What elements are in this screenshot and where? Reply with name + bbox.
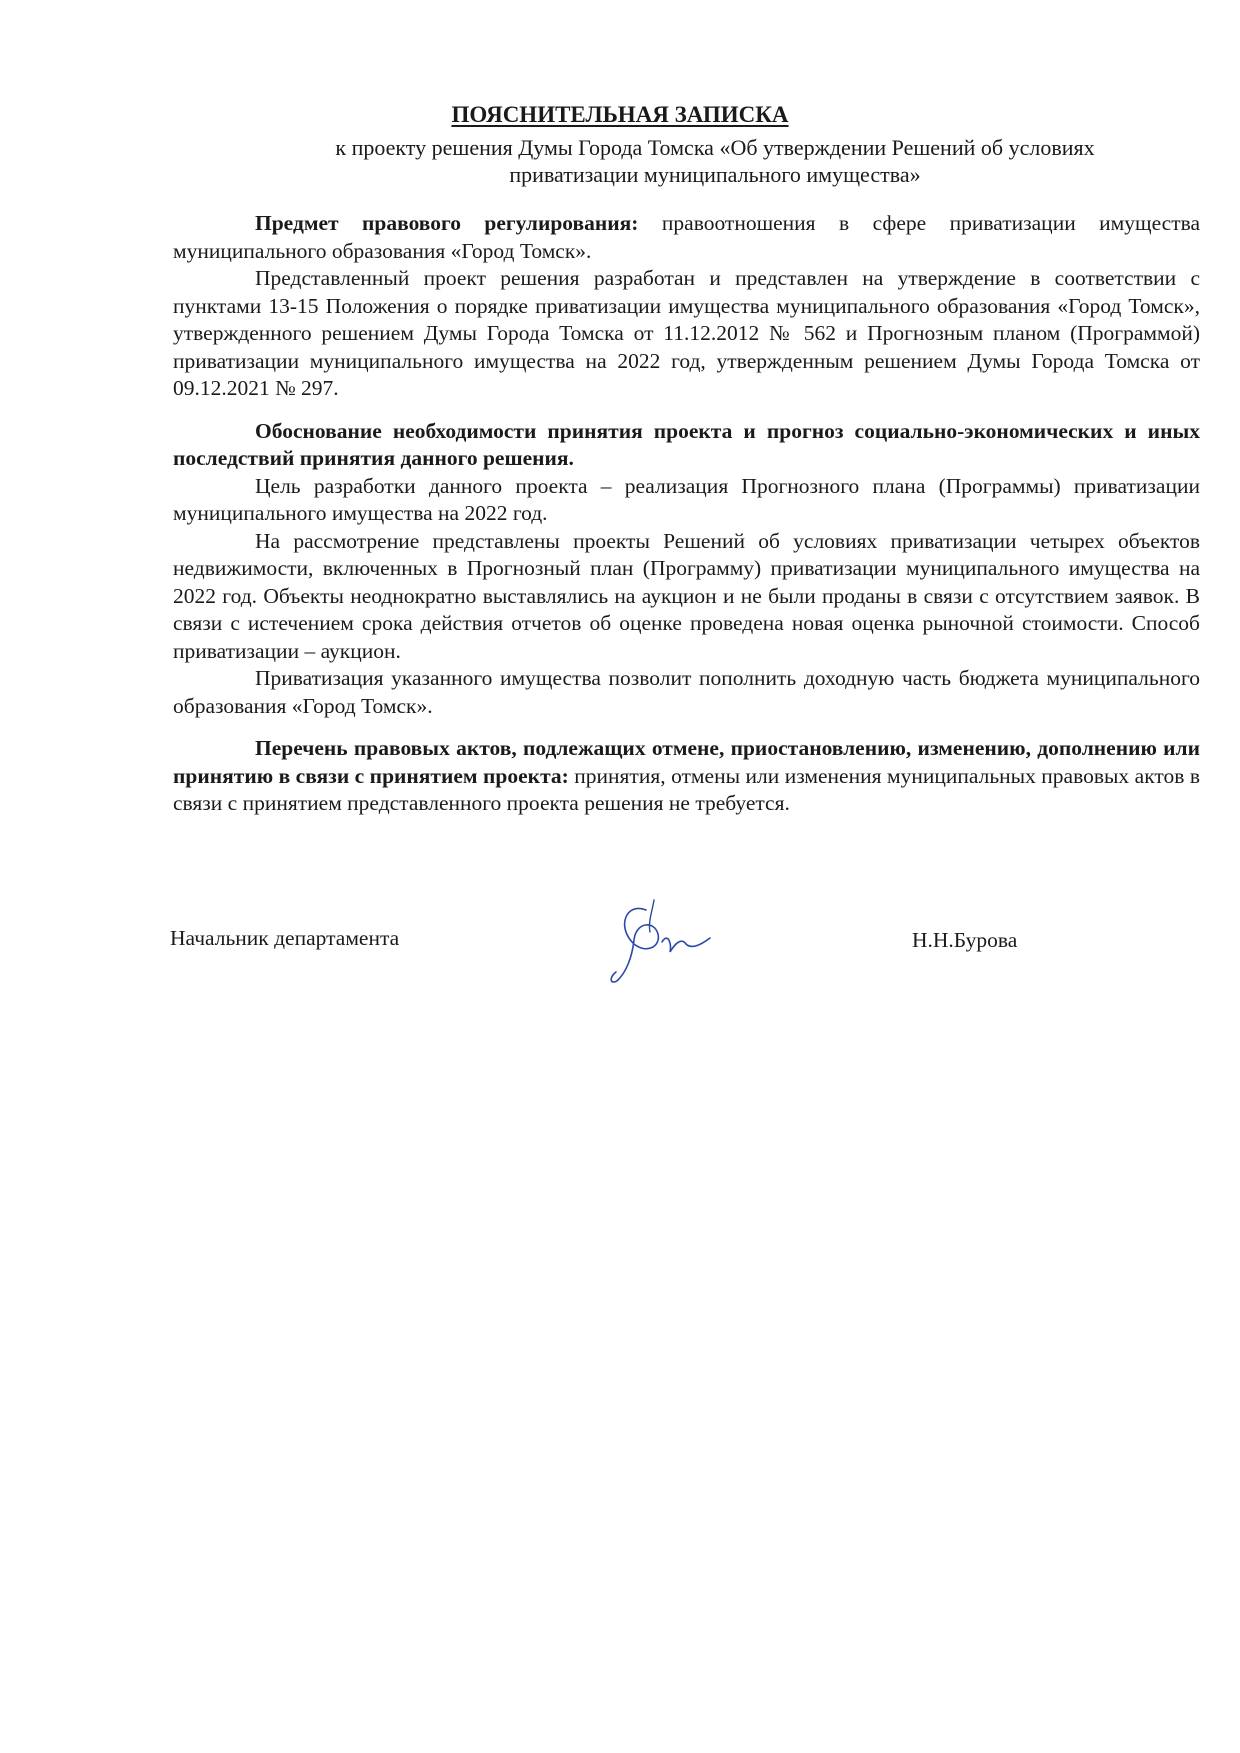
- signatory-name: Н.Н.Бурова: [912, 928, 1018, 952]
- document-body: [173, 210, 1200, 818]
- handwritten-signature: [606, 892, 716, 987]
- paragraph-legal-acts: [173, 735, 1200, 818]
- paragraph-subject: [173, 210, 1200, 265]
- signatory-role: Начальник департамента: [170, 926, 400, 950]
- paragraph-justification-heading: [173, 418, 1200, 473]
- paragraph-justification-lead: Обоснование необходимости принятия проекта и прогноз социально-экономических и иных последствий принятия данного решения.: [173, 418, 1200, 470]
- paragraph-subject-lead: Предмет правового регулирования:: [255, 211, 639, 235]
- paragraph-subject-text: правоотношения в сфере приватизации имущества муниципального образования «Город Томск».: [173, 211, 1200, 263]
- paragraph-basis: Представленный проект решения разработан и представлен на утверждение в соответствии с пунктами 13-15 Положения о порядке приватизации имущества муниципального образования «Город Томск», утвержденного решением Думы Города Томска от 11.12.2012 № 562 и Прогнозным планом (Программой) приватизации муниципального имущества на 2022 год, утвержденным решением Думы Города Томска от 09.12.2021 № 297.: [173, 266, 1200, 400]
- paragraph-effect: Приватизация указанного имущества позволит пополнить доходную часть бюджета муниципального образования «Город Томск».: [173, 666, 1200, 718]
- document-subtitle: к проекту решения Думы Города Томска «Об утверждении Решений об условиях приватизации муниципального имущества»: [335, 135, 1095, 187]
- paragraph-legal-acts-text: принятия, отмены или изменения муниципальных правовых актов в связи с принятием представленного проекта решения не требуется.: [173, 763, 1200, 815]
- document-title: ПОЯСНИТЕЛЬНАЯ ЗАПИСКА: [451, 102, 789, 127]
- paragraph-objects: На рассмотрение представлены проекты Решений об условиях приватизации четырех объектов недвижимости, включенных в Прогнозный план (Программу) приватизации муниципального имущества на 2022 год. Объекты неоднократно выставлялись на аукцион и не были проданы в связи с отсутствием заявок. В связи с истечением срока действия отчетов об оценке проведена новая оценка рыночной стоимости. Способ приватизации – аукцион.: [173, 528, 1200, 663]
- paragraph-goal: Цель разработки данного проекта – реализация Прогнозного плана (Программы) приватизации муниципального имущества на 2022 год.: [173, 473, 1200, 525]
- paragraph-legal-acts-lead: Перечень правовых актов, подлежащих отмене, приостановлению, изменению, дополнению или принятию в связи с принятием проекта:: [173, 736, 1200, 788]
